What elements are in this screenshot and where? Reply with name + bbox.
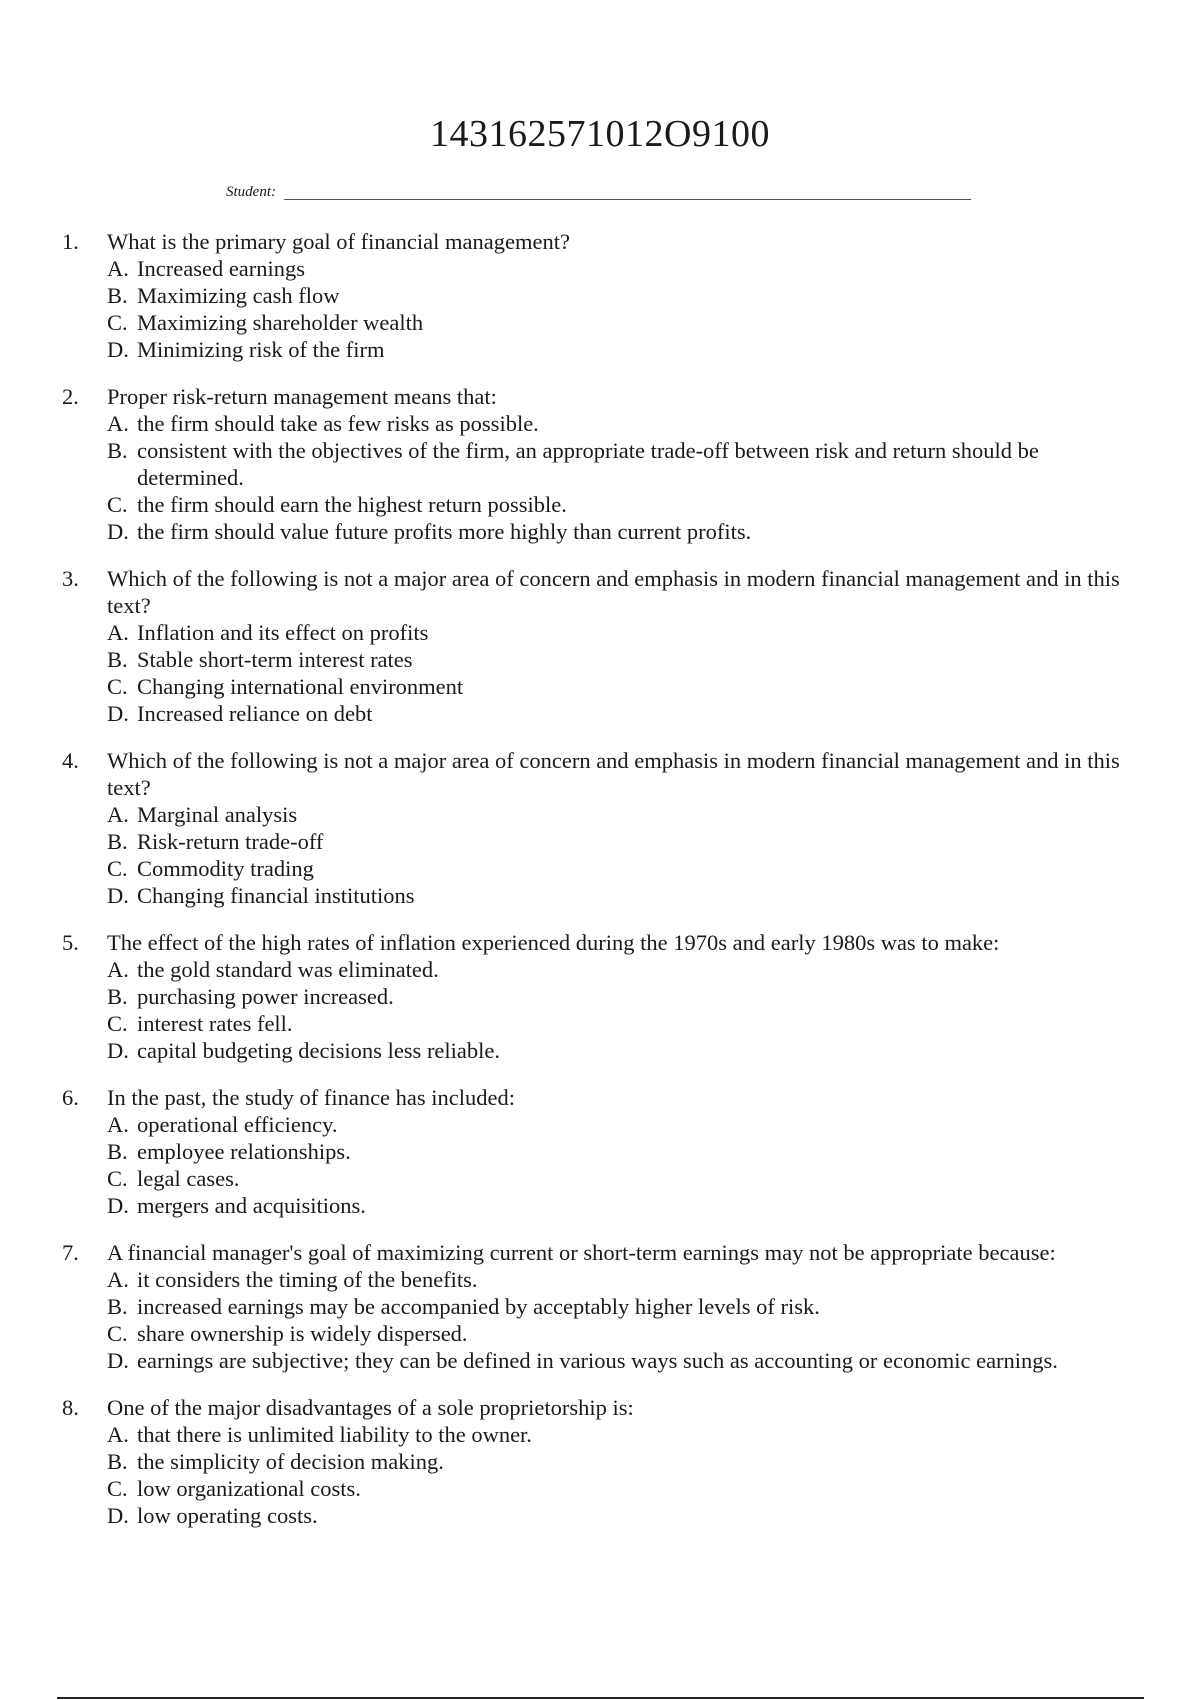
question-item <box>62 383 1142 545</box>
option-letter: A. <box>107 802 129 827</box>
option-text: operational efficiency. <box>137 1112 338 1137</box>
option-text: purchasing power increased. <box>137 984 394 1009</box>
answer-option <box>107 1138 1142 1165</box>
question-item <box>62 1239 1142 1374</box>
question-number: 1. <box>62 229 79 254</box>
answer-option <box>107 309 1142 336</box>
answer-option <box>107 1475 1142 1502</box>
question-item <box>62 1084 1142 1219</box>
question-body <box>107 565 1142 727</box>
option-letter: C. <box>107 310 128 335</box>
option-letter: A. <box>107 1267 129 1292</box>
option-letter: C. <box>107 674 128 699</box>
option-letter: B. <box>107 438 128 463</box>
answer-option <box>107 1165 1142 1192</box>
answer-option <box>107 437 1142 491</box>
answer-option <box>107 1192 1142 1219</box>
question-item <box>62 565 1142 727</box>
option-letter: C. <box>107 1166 128 1191</box>
answer-option <box>107 619 1142 646</box>
question-item <box>62 747 1142 909</box>
option-text: legal cases. <box>137 1166 240 1191</box>
question-stem: In the past, the study of finance has included: <box>107 1085 516 1110</box>
question-number: 7. <box>62 1240 79 1265</box>
option-letter: C. <box>107 1011 128 1036</box>
answer-option <box>107 336 1142 363</box>
question-stem: A financial manager's goal of maximizing current or short-term earnings may not be appropriate because: <box>107 1240 1056 1265</box>
question-body <box>107 383 1142 545</box>
answer-options <box>107 801 1142 909</box>
option-text: mergers and acquisitions. <box>137 1193 366 1218</box>
option-text: increased earnings may be accompanied by acceptably higher levels of risk. <box>137 1294 820 1319</box>
option-letter: A. <box>107 1112 129 1137</box>
question-number: 5. <box>62 930 79 955</box>
answer-option <box>107 255 1142 282</box>
option-letter: D. <box>107 701 129 726</box>
answer-options <box>107 1266 1142 1374</box>
option-letter: C. <box>107 492 128 517</box>
option-letter: D. <box>107 1193 129 1218</box>
answer-option <box>107 828 1142 855</box>
option-text: that there is unlimited liability to the owner. <box>137 1422 532 1447</box>
option-text: capital budgeting decisions less reliable. <box>137 1038 501 1063</box>
option-letter: D. <box>107 1348 129 1373</box>
answer-option <box>107 1421 1142 1448</box>
answer-option <box>107 1502 1142 1529</box>
answer-option <box>107 282 1142 309</box>
option-text: low operating costs. <box>137 1503 318 1528</box>
question-body <box>107 929 1142 1064</box>
answer-options <box>107 1111 1142 1219</box>
question-body <box>107 1239 1142 1374</box>
option-text: Risk-return trade-off <box>137 829 324 854</box>
option-text: the firm should earn the highest return possible. <box>137 492 567 517</box>
question-list <box>62 228 1142 1549</box>
question-stem: What is the primary goal of financial management? <box>107 229 570 254</box>
question-number: 6. <box>62 1085 79 1110</box>
answer-option <box>107 882 1142 909</box>
option-letter: D. <box>107 1503 129 1528</box>
option-text: low organizational costs. <box>137 1476 361 1501</box>
option-letter: C. <box>107 1321 128 1346</box>
question-item <box>62 929 1142 1064</box>
answer-options <box>107 1421 1142 1529</box>
option-text: Increased earnings <box>137 256 306 281</box>
question-number: 8. <box>62 1395 79 1420</box>
question-stem: Which of the following is not a major area of concern and emphasis in modern financial management and in this text? <box>107 566 1120 618</box>
option-letter: A. <box>107 620 129 645</box>
question-stem: The effect of the high rates of inflation experienced during the 1970s and early 1980s was to make: <box>107 930 1000 955</box>
option-letter: D. <box>107 337 129 362</box>
student-label: Student: <box>226 184 276 200</box>
option-text: share ownership is widely dispersed. <box>137 1321 468 1346</box>
option-text: the firm should value future profits more highly than current profits. <box>137 519 752 544</box>
option-letter: A. <box>107 411 129 436</box>
question-number: 4. <box>62 748 79 773</box>
option-text: Increased reliance on debt <box>137 701 373 726</box>
option-text: Stable short-term interest rates <box>137 647 413 672</box>
option-text: it considers the timing of the benefits. <box>137 1267 478 1292</box>
question-stem: Proper risk-return management means that: <box>107 384 497 409</box>
answer-option <box>107 1347 1142 1374</box>
option-text: Changing international environment <box>137 674 464 699</box>
answer-option <box>107 1293 1142 1320</box>
answer-option <box>107 983 1142 1010</box>
answer-options <box>107 619 1142 727</box>
answer-option <box>107 801 1142 828</box>
answer-option <box>107 1010 1142 1037</box>
option-letter: B. <box>107 829 128 854</box>
student-name-line <box>284 185 971 200</box>
option-letter: A. <box>107 256 129 281</box>
question-body <box>107 1084 1142 1219</box>
question-number: 3. <box>62 566 79 591</box>
document-title: 143162571012O9100 <box>430 113 770 155</box>
footer-divider <box>57 1697 1144 1699</box>
answer-option <box>107 1111 1142 1138</box>
option-text: consistent with the objectives of the firm, an appropriate trade-off between risk and return should be determined. <box>137 438 1039 490</box>
option-letter: B. <box>107 1449 128 1474</box>
option-letter: A. <box>107 957 129 982</box>
option-text: the firm should take as few risks as possible. <box>137 411 539 436</box>
answer-option <box>107 410 1142 437</box>
option-text: Maximizing shareholder wealth <box>137 310 424 335</box>
question-body <box>107 1394 1142 1529</box>
option-text: Minimizing risk of the firm <box>137 337 385 362</box>
option-letter: B. <box>107 283 128 308</box>
option-text: the simplicity of decision making. <box>137 1449 444 1474</box>
option-text: Commodity trading <box>137 856 314 881</box>
answer-option <box>107 491 1142 518</box>
option-text: Inflation and its effect on profits <box>137 620 429 645</box>
option-letter: C. <box>107 856 128 881</box>
option-text: Maximizing cash flow <box>137 283 340 308</box>
answer-option <box>107 1448 1142 1475</box>
answer-option <box>107 855 1142 882</box>
option-text: the gold standard was eliminated. <box>137 957 439 982</box>
option-letter: B. <box>107 647 128 672</box>
option-text: employee relationships. <box>137 1139 351 1164</box>
option-letter: B. <box>107 1294 128 1319</box>
option-letter: A. <box>107 1422 129 1447</box>
answer-option <box>107 1266 1142 1293</box>
option-letter: D. <box>107 519 129 544</box>
question-stem: Which of the following is not a major area of concern and emphasis in modern financial management and in this text? <box>107 748 1120 800</box>
answer-option <box>107 1320 1142 1347</box>
answer-options <box>107 956 1142 1064</box>
option-text: earnings are subjective; they can be defined in various ways such as accounting or economic earnings. <box>137 1348 1058 1373</box>
answer-option <box>107 673 1142 700</box>
option-text: Changing financial institutions <box>137 883 415 908</box>
answer-options <box>107 255 1142 363</box>
answer-option <box>107 646 1142 673</box>
option-letter: B. <box>107 1139 128 1164</box>
question-body <box>107 228 1142 363</box>
answer-options <box>107 410 1142 545</box>
answer-option <box>107 1037 1142 1064</box>
student-field <box>226 184 971 200</box>
option-letter: D. <box>107 1038 129 1063</box>
option-letter: B. <box>107 984 128 1009</box>
question-item <box>62 228 1142 363</box>
option-text: Marginal analysis <box>137 802 298 827</box>
answer-option <box>107 956 1142 983</box>
answer-option <box>107 518 1142 545</box>
question-body <box>107 747 1142 909</box>
answer-option <box>107 700 1142 727</box>
question-number: 2. <box>62 384 79 409</box>
option-letter: D. <box>107 883 129 908</box>
option-letter: C. <box>107 1476 128 1501</box>
option-text: interest rates fell. <box>137 1011 293 1036</box>
question-item <box>62 1394 1142 1529</box>
question-stem: One of the major disadvantages of a sole proprietorship is: <box>107 1395 634 1420</box>
